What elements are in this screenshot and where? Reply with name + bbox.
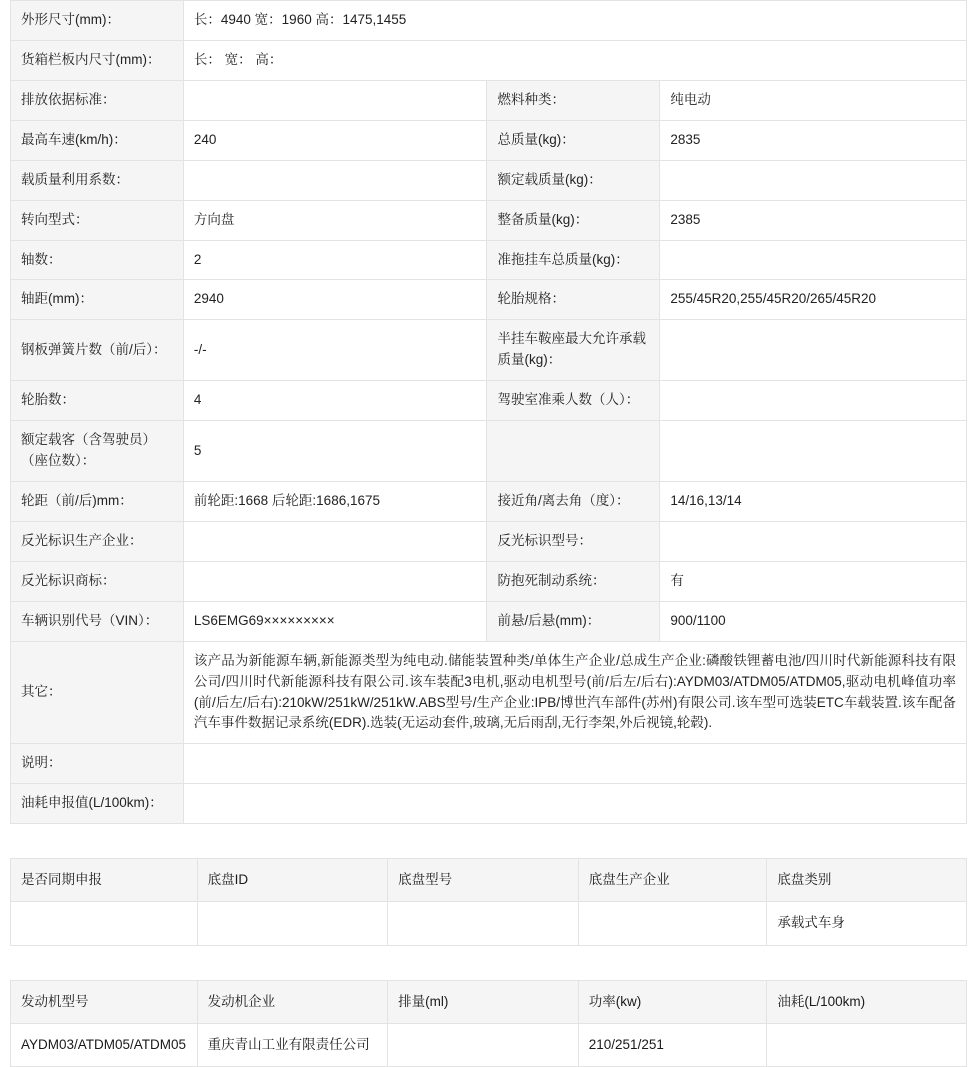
cell: 重庆青山工业有限责任公司 — [197, 1023, 388, 1066]
row-value: 前轮距:1668 后轮距:1686,1675 — [183, 481, 487, 521]
row-value: 方向盘 — [183, 200, 487, 240]
row-value-2 — [660, 521, 967, 561]
row-label: 轴距(mm)： — [11, 280, 184, 320]
row-label-2: 反光标识型号： — [487, 521, 660, 561]
row-value-2 — [660, 421, 967, 482]
column-header: 发动机型号 — [11, 980, 198, 1023]
row-value — [183, 80, 487, 120]
column-header: 底盘ID — [197, 859, 388, 902]
row-label: 钢板弹簧片数（前/后）： — [11, 320, 184, 381]
row-label: 排放依据标准： — [11, 80, 184, 120]
table-row — [11, 160, 967, 200]
table-row — [11, 40, 967, 80]
row-label: 轮距（前/后)mm： — [11, 481, 184, 521]
row-value-2: 255/45R20,255/45R20/265/45R20 — [660, 280, 967, 320]
table-row — [11, 421, 967, 482]
section-divider-1 — [0, 824, 977, 858]
row-label-2: 额定载质量(kg)： — [487, 160, 660, 200]
table-row — [11, 902, 967, 945]
cell: AYDM03/ATDM05/ATDM05 — [11, 1023, 198, 1066]
row-label-2: 半挂车鞍座最大允许承载质量(kg)： — [487, 320, 660, 381]
specification-table — [10, 0, 967, 824]
row-value-2: 900/1100 — [660, 601, 967, 641]
row-value — [183, 160, 487, 200]
row-label-2: 接近角/离去角（度）： — [487, 481, 660, 521]
column-header: 发动机企业 — [197, 980, 388, 1023]
row-label-2: 驾驶室准乘人数（人）： — [487, 381, 660, 421]
row-label-2 — [487, 421, 660, 482]
cell — [578, 902, 767, 945]
row-label-2: 燃料种类： — [487, 80, 660, 120]
fuel-claim-label: 油耗申报值(L/100km)： — [11, 784, 184, 824]
row-value-2 — [660, 160, 967, 200]
row-value: -/- — [183, 320, 487, 381]
row-label: 外形尺寸(mm)： — [11, 1, 184, 41]
row-label-2: 前悬/后悬(mm)： — [487, 601, 660, 641]
table-row-note — [11, 744, 967, 784]
table-row — [11, 240, 967, 280]
engine-table — [10, 980, 967, 1067]
cell: 210/251/251 — [578, 1023, 767, 1066]
row-label-2: 总质量(kg)： — [487, 120, 660, 160]
row-label: 车辆识别代号（VIN）： — [11, 601, 184, 641]
column-header: 油耗(L/100km) — [767, 980, 967, 1023]
cell — [388, 902, 579, 945]
row-value: 2940 — [183, 280, 487, 320]
table-row — [11, 320, 967, 381]
row-value: 4 — [183, 381, 487, 421]
table-row — [11, 561, 967, 601]
row-label-2: 准拖挂车总质量(kg)： — [487, 240, 660, 280]
table-row — [11, 120, 967, 160]
row-value-2 — [660, 320, 967, 381]
other-text: 该产品为新能源车辆,新能源类型为纯电动.储能装置种类/单体生产企业/总成生产企业:磷酸铁锂蓄电池/四川时代新能源科技有限公司/四川时代新能源科技有限公司.该车装配3电机,驱动电机型号(前/后左/后右):AYDM03/ATDM05/ATDM05,驱动电机峰值功率(前/后左/后右):210kW/251kW/251kW.ABS型号/生产企业:IPB/博世汽车部件(苏州)有限公司.该车型可选装ETC车载装置.该车配备汽车事件数据记录系统(EDR).选装(无运动套件,玻璃,无后雨刮,无行李架,外后视镜,轮毂). — [183, 641, 966, 744]
row-value: 长：4940 宽：1960 高：1475,1455 — [183, 1, 966, 41]
row-value: 5 — [183, 421, 487, 482]
row-value — [183, 521, 487, 561]
row-value-2: 2835 — [660, 120, 967, 160]
row-label: 反光标识商标： — [11, 561, 184, 601]
section-divider-2 — [0, 946, 977, 980]
table-header-row — [11, 859, 967, 902]
cell — [388, 1023, 579, 1066]
row-value-2 — [660, 381, 967, 421]
row-value — [183, 561, 487, 601]
row-value: LS6EMG69××××××××× — [183, 601, 487, 641]
row-value-2: 2385 — [660, 200, 967, 240]
other-label: 其它： — [11, 641, 184, 744]
row-label: 额定载客（含驾驶员）（座位数）： — [11, 421, 184, 482]
table-row — [11, 521, 967, 561]
cell — [197, 902, 388, 945]
table-row-other — [11, 641, 967, 744]
row-label-2: 防抱死制动系统： — [487, 561, 660, 601]
cell — [11, 902, 198, 945]
row-value: 长： 宽： 高： — [183, 40, 966, 80]
table-header-row — [11, 980, 967, 1023]
column-header: 排量(ml) — [388, 980, 579, 1023]
column-header: 是否同期申报 — [11, 859, 198, 902]
table-row — [11, 200, 967, 240]
note-value — [183, 744, 966, 784]
row-label: 反光标识生产企业： — [11, 521, 184, 561]
table-row — [11, 80, 967, 120]
chassis-table — [10, 858, 967, 946]
row-value-2: 纯电动 — [660, 80, 967, 120]
row-label: 载质量利用系数： — [11, 160, 184, 200]
column-header: 底盘型号 — [388, 859, 579, 902]
row-label: 最高车速(km/h)： — [11, 120, 184, 160]
row-label-2: 整备质量(kg)： — [487, 200, 660, 240]
table-row — [11, 1, 967, 41]
cell — [767, 1023, 967, 1066]
row-value: 240 — [183, 120, 487, 160]
column-header: 底盘生产企业 — [578, 859, 767, 902]
column-header: 底盘类别 — [767, 859, 967, 902]
column-header: 功率(kw) — [578, 980, 767, 1023]
row-value: 2 — [183, 240, 487, 280]
table-row — [11, 1023, 967, 1066]
fuel-claim-value — [183, 784, 966, 824]
row-label: 货箱栏板内尺寸(mm)： — [11, 40, 184, 80]
row-label-2: 轮胎规格： — [487, 280, 660, 320]
note-label: 说明： — [11, 744, 184, 784]
row-value-2 — [660, 240, 967, 280]
row-label: 转向型式： — [11, 200, 184, 240]
table-row — [11, 381, 967, 421]
table-row — [11, 481, 967, 521]
table-row — [11, 601, 967, 641]
row-value-2: 有 — [660, 561, 967, 601]
table-row-fuel-claim — [11, 784, 967, 824]
table-row — [11, 280, 967, 320]
row-label: 轴数： — [11, 240, 184, 280]
row-label: 轮胎数： — [11, 381, 184, 421]
row-value-2: 14/16,13/14 — [660, 481, 967, 521]
cell: 承载式车身 — [767, 902, 967, 945]
